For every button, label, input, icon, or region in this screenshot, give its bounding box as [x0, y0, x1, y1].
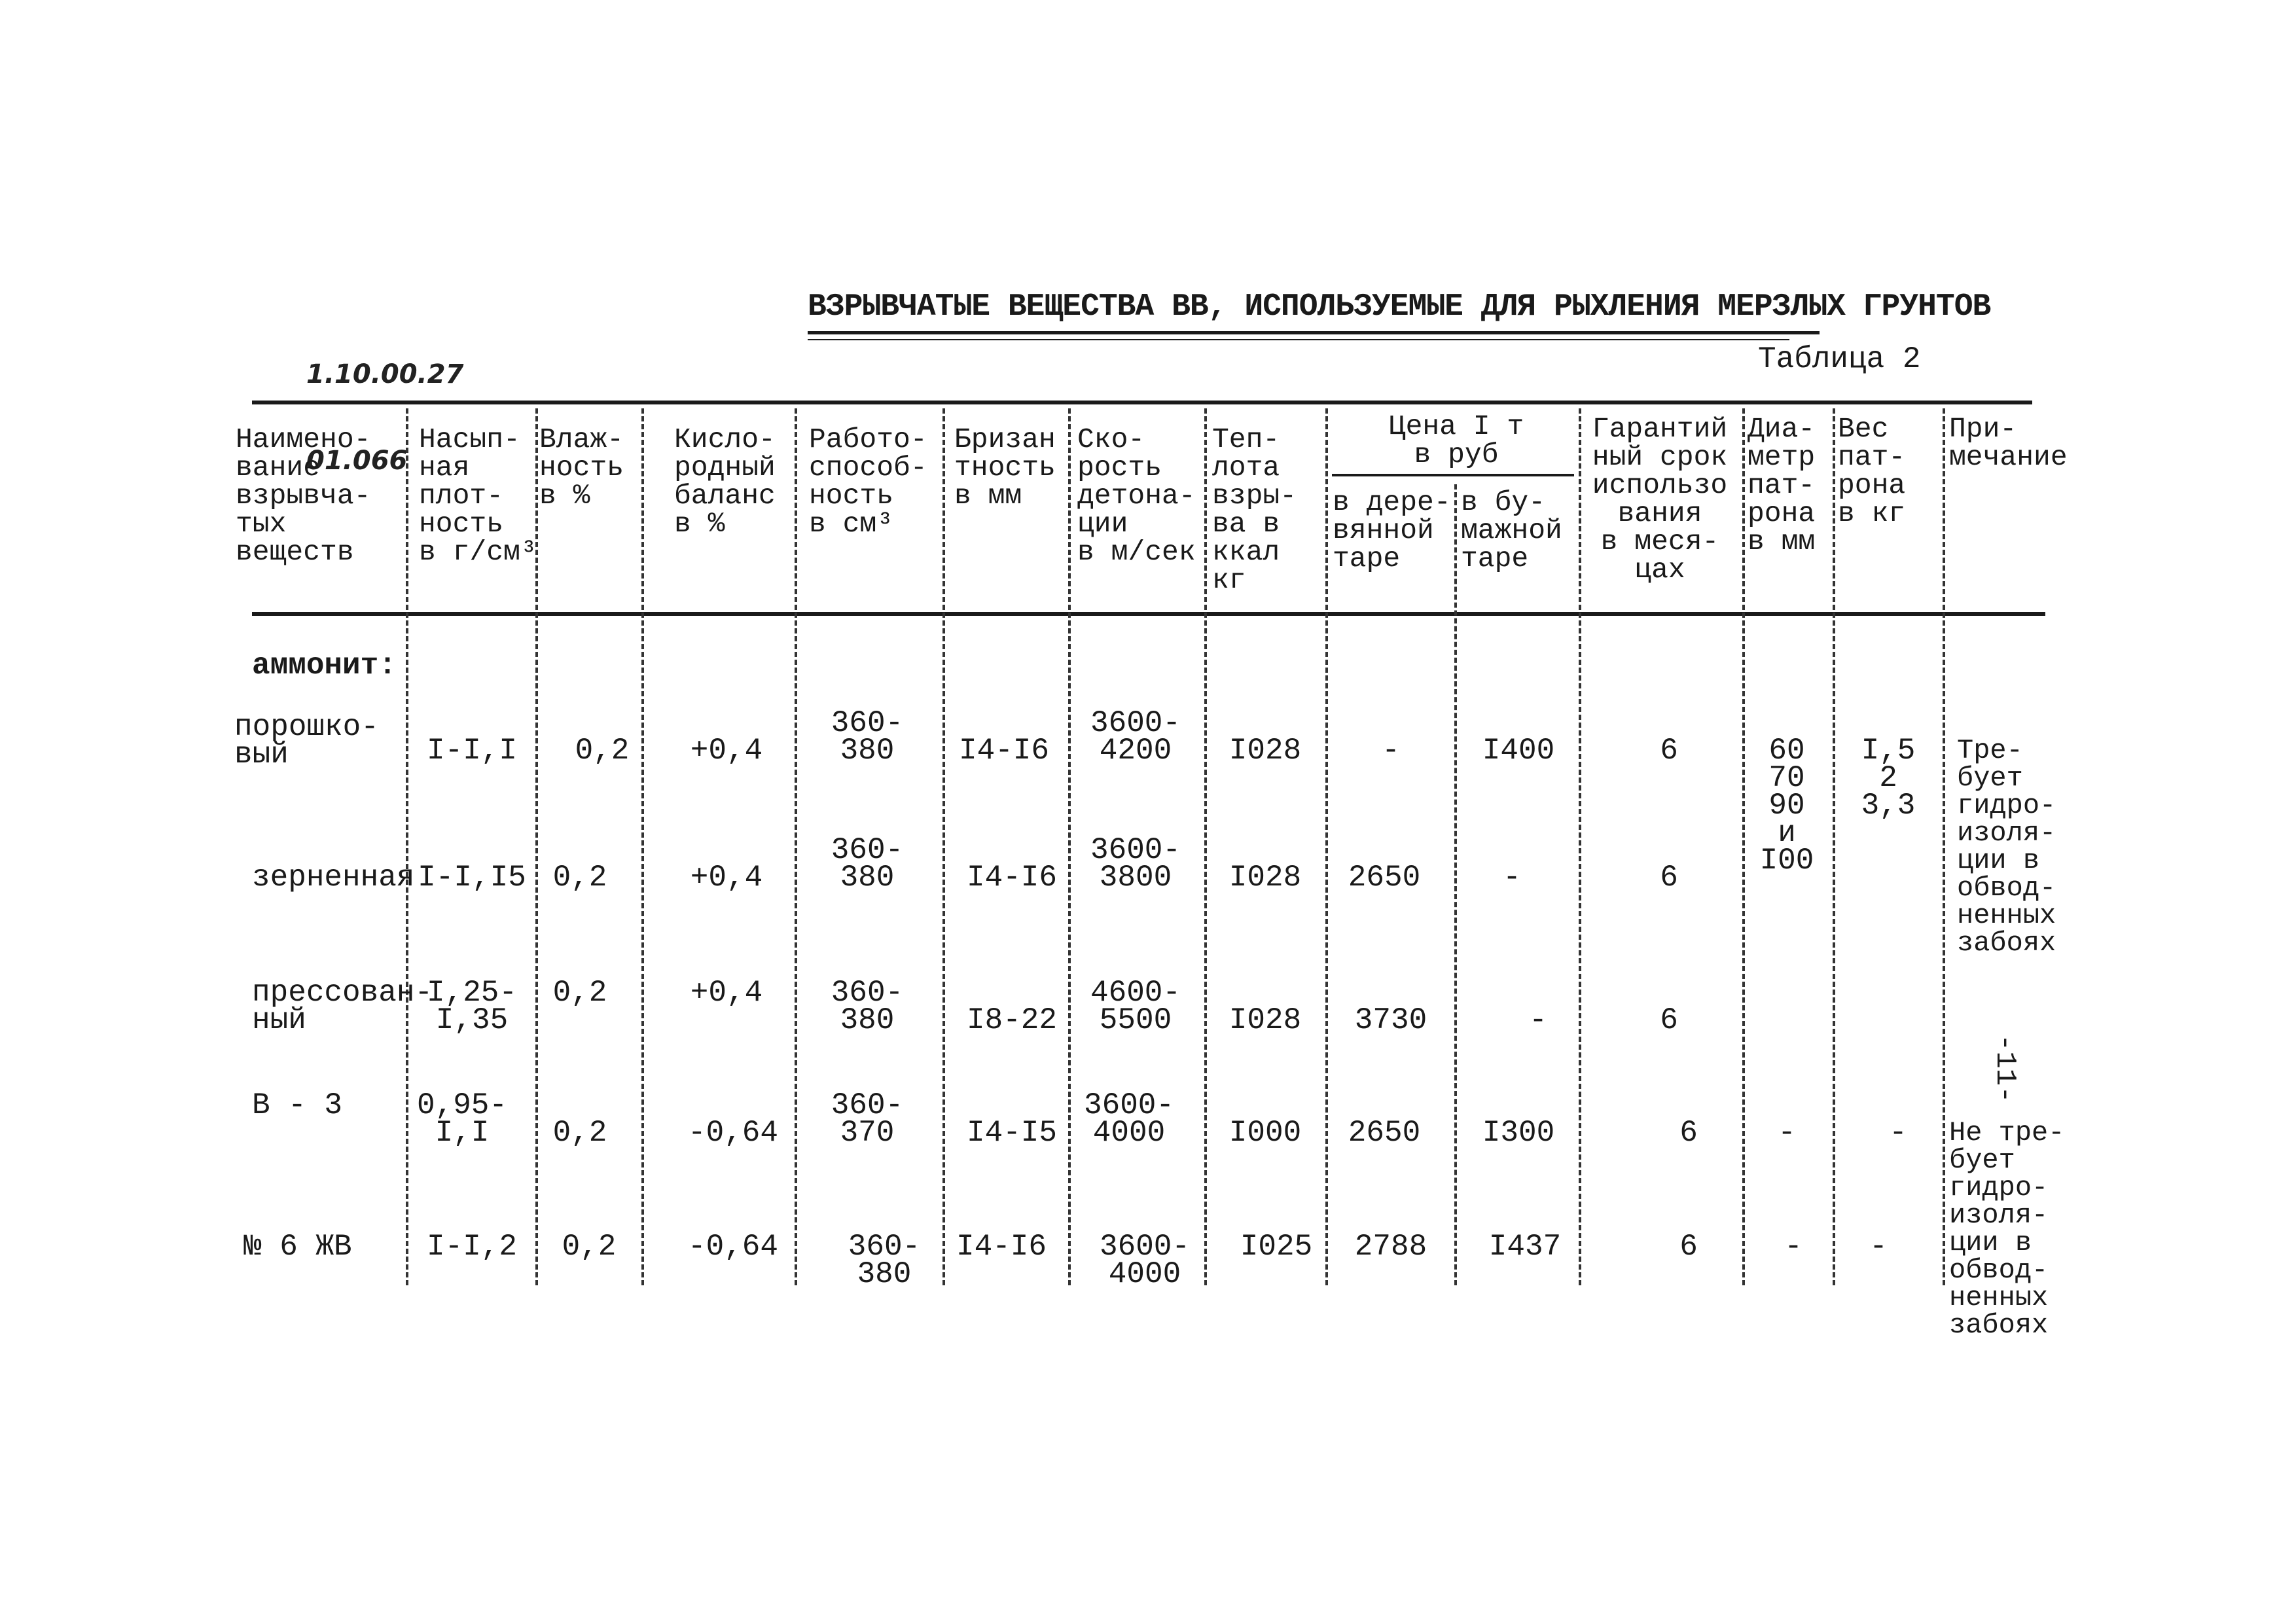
column-divider	[1833, 408, 1835, 1285]
cell-guarantee: 6	[1660, 861, 1678, 895]
cell-diameter: -	[1778, 1116, 1796, 1150]
row-name: № 6 ЖВ	[243, 1230, 352, 1264]
header-brisance: Бризан тность в мм	[954, 423, 1056, 512]
header-detonation-speed: Ско- рость детона- ции в м/сек	[1077, 423, 1196, 568]
cell-oxygen: -0,64	[687, 1116, 779, 1150]
cell-work: 360- 370	[831, 1088, 904, 1150]
cell-density: I-I,2	[426, 1230, 518, 1264]
cell-work: 360- 380	[831, 706, 904, 768]
cell-moisture: 0,2	[552, 976, 607, 1010]
cell-price-paper: I437	[1488, 1230, 1562, 1264]
column-divider	[1068, 408, 1071, 1285]
title-underline	[808, 331, 1820, 334]
cell-moisture: 0,2	[552, 1116, 607, 1150]
cell-guarantee: 6	[1679, 1116, 1698, 1150]
column-divider	[641, 408, 644, 1285]
header-explosion-heat: Теп- лота взры- ва в ккал кг	[1212, 423, 1297, 596]
cell-weight-ammonit: I,5 2 3,3	[1861, 734, 1916, 823]
header-bottom-rule	[252, 612, 2045, 616]
cell-heat: I028	[1229, 861, 1302, 895]
cell-density: I,25- I,35	[426, 976, 518, 1037]
column-divider	[795, 408, 797, 1285]
cell-heat: I028	[1229, 1003, 1302, 1037]
header-work-capacity: Работо- способ- ность в см³	[809, 423, 927, 540]
cell-speed: 3600- 4200	[1090, 706, 1181, 768]
cell-price-wooden: 2788	[1354, 1230, 1427, 1264]
table-top-rule	[252, 401, 2032, 404]
table-label: Таблица 2	[1758, 342, 1921, 376]
cell-note-ammonit: Тре- бует гидро- изоля- ции в обвод- ненных забоях	[1957, 735, 2056, 959]
cell-price-wooden: 3730	[1354, 1003, 1427, 1037]
cell-price-wooden: -	[1382, 734, 1400, 768]
cell-density: 0,95- I,I	[416, 1088, 508, 1150]
cell-price-paper: -	[1503, 861, 1521, 895]
cell-brisance: I4-I5	[966, 1116, 1058, 1150]
cell-speed: 3600- 4000	[1099, 1230, 1191, 1291]
cell-oxygen: +0,4	[690, 861, 763, 895]
group-label: аммонит:	[252, 649, 397, 683]
column-divider	[1204, 408, 1207, 1285]
cell-moisture: 0,2	[562, 1230, 617, 1264]
column-divider	[1454, 484, 1457, 1285]
cell-density: I-I,I	[426, 734, 518, 768]
cell-work: 360- 380	[831, 976, 904, 1037]
cell-speed: 4600- 5500	[1090, 976, 1181, 1037]
cell-oxygen: -0,64	[687, 1230, 779, 1264]
cell-brisance: I4-I6	[958, 734, 1050, 768]
header-price-paper: в бу- мажной таре	[1461, 486, 1562, 575]
cell-note-b3-zhv: Не тре- бует гидро- изоля- ции в обвод- ненных забоях	[1949, 1117, 2065, 1341]
header-price-wooden: в дере- вянной таре	[1333, 486, 1451, 575]
column-divider	[406, 408, 408, 1285]
cell-moisture: 0,2	[575, 734, 630, 768]
cell-diameter: -	[1784, 1230, 1803, 1264]
document-code-line1: 1.10.00.27	[306, 359, 464, 389]
cell-speed: 3600- 3800	[1090, 833, 1181, 895]
cell-speed: 3600- 4000	[1083, 1088, 1175, 1150]
cell-oxygen: +0,4	[690, 734, 763, 768]
header-price: Цена I т в руб	[1388, 410, 1524, 471]
document-code-line2: 01.066	[306, 446, 408, 476]
column-divider	[1943, 408, 1945, 1285]
cell-weight: -	[1869, 1230, 1888, 1264]
column-divider	[1742, 408, 1745, 1285]
cell-work: 360- 380	[848, 1230, 921, 1291]
cell-brisance: I8-22	[966, 1003, 1058, 1037]
cell-price-paper: I300	[1482, 1116, 1555, 1150]
cell-brisance: I4-I6	[966, 861, 1058, 895]
header-note: При- мечание	[1949, 413, 2068, 473]
header-density: Насып- ная плот- ность в г/см³	[419, 423, 537, 568]
page-title: ВЗРЫВЧАТЫЕ ВЕЩЕСТВА ВВ, ИСПОЛЬЗУЕМЫЕ ДЛЯ РЫХЛЕНИЯ МЕРЗЛЫХ ГРУНТОВ	[808, 289, 1991, 325]
cell-work: 360- 380	[831, 833, 904, 895]
page-number: -11-	[1988, 1034, 2021, 1103]
cell-diameter-ammonit: 60 70 90 и I00	[1759, 734, 1814, 878]
header-moisture: Влаж- ность в %	[539, 423, 624, 512]
header-oxygen-balance: Кисло- родный баланс в %	[674, 423, 776, 540]
cell-price-paper: I400	[1482, 734, 1555, 768]
header-diameter: Диа- метр пат- рона в мм	[1748, 413, 1816, 558]
row-name: зерненная	[252, 861, 415, 895]
cell-weight: -	[1889, 1116, 1907, 1150]
header-guarantee: Гарантий ный срок использо вания в меся- цах	[1592, 413, 1728, 586]
cell-guarantee: 6	[1660, 1003, 1678, 1037]
header-name: Наимено- вание взрывча- тых веществ	[236, 423, 371, 568]
header-weight: Вес пат- рона в кг	[1838, 413, 1906, 529]
title-underline-thin	[808, 339, 1789, 340]
cell-brisance: I4-I6	[956, 1230, 1047, 1264]
cell-moisture: 0,2	[552, 861, 607, 895]
cell-heat: I028	[1229, 734, 1302, 768]
column-divider	[942, 408, 945, 1285]
cell-guarantee: 6	[1660, 734, 1678, 768]
cell-price-wooden: 2650	[1348, 861, 1421, 895]
cell-heat: I000	[1229, 1116, 1302, 1150]
cell-price-paper: -	[1529, 1003, 1547, 1037]
cell-oxygen: +0,4	[690, 976, 763, 1010]
row-name: прессован- ный	[252, 976, 433, 1037]
row-name: порошко- вый	[234, 710, 379, 772]
cell-density: I-I,I5	[418, 861, 526, 895]
price-subheader-rule	[1332, 474, 1574, 476]
cell-price-wooden: 2650	[1348, 1116, 1421, 1150]
row-name: В - 3	[252, 1088, 343, 1122]
cell-guarantee: 6	[1679, 1230, 1698, 1264]
column-divider	[1325, 408, 1328, 1285]
cell-heat: I025	[1240, 1230, 1313, 1264]
